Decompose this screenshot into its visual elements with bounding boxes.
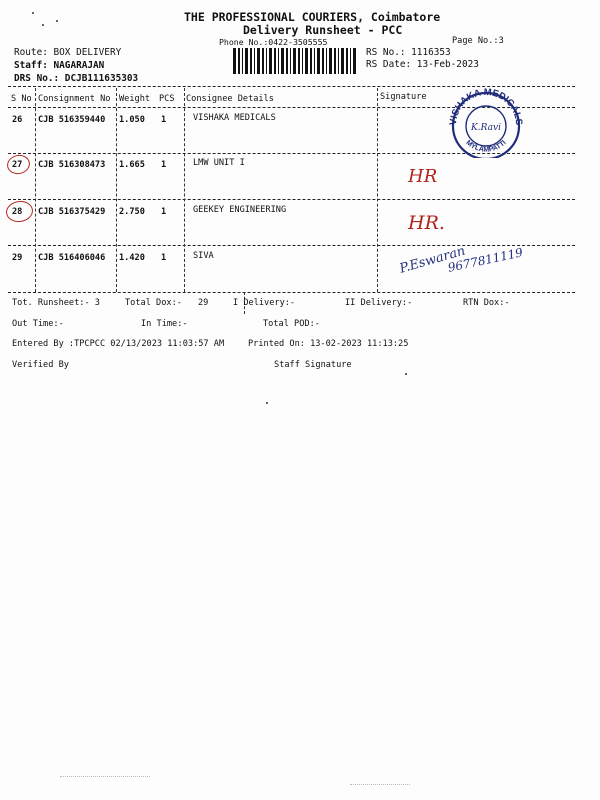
row-consignee: SIVA xyxy=(193,251,214,261)
phone-number: Phone No.:0422-3505555 xyxy=(219,37,328,47)
drs-number: DRS No.: DCJB111635303 xyxy=(14,73,139,84)
total-dox-value: 29 xyxy=(198,298,209,308)
barcode-bar xyxy=(262,48,264,74)
scan-speck xyxy=(405,373,407,375)
barcode-bar xyxy=(298,48,300,74)
barcode-bar xyxy=(286,48,288,74)
barcode-bar xyxy=(326,48,327,74)
barcode-bar xyxy=(290,48,291,74)
barcode-bar xyxy=(269,48,272,74)
barcode-bar xyxy=(302,48,303,74)
row-pcs: 1 xyxy=(161,160,167,170)
i-delivery: I Delivery:- xyxy=(233,298,296,308)
barcode-bar xyxy=(329,48,332,74)
company-title: THE PROFESSIONAL COURIERS, Coimbatore xyxy=(184,10,441,24)
row-consignee: GEEKEY ENGINEERING xyxy=(193,205,287,215)
scan-speck xyxy=(56,20,58,22)
barcode-bar xyxy=(346,48,348,74)
column-header-sno: S No xyxy=(11,94,32,104)
table-top-rule xyxy=(8,86,575,87)
in-time: In Time:- xyxy=(141,319,188,329)
column-divider xyxy=(377,88,378,292)
scan-noise xyxy=(60,776,150,778)
column-divider xyxy=(184,88,185,292)
handwritten-recipient-name: P.Eswaran xyxy=(397,243,468,277)
scan-speck xyxy=(266,402,268,404)
handwritten-circle-mark xyxy=(5,153,31,176)
barcode-bar xyxy=(257,48,260,74)
row-consignee: LMW UNIT I xyxy=(193,158,245,168)
row-separator xyxy=(8,199,575,200)
handwritten-initials: HR. xyxy=(408,212,445,234)
scan-speck xyxy=(42,24,44,26)
scan-noise xyxy=(350,784,410,786)
barcode-bar xyxy=(238,48,240,74)
row-weight: 2.750 xyxy=(119,207,145,217)
barcode-bar xyxy=(338,48,339,74)
total-dox-label: Total Dox:- xyxy=(125,298,182,308)
barcode-bar xyxy=(266,48,267,74)
total-pod: Total POD:- xyxy=(263,319,320,329)
barcode-bar xyxy=(322,48,324,74)
stamp-top-text: VISHAKA MEDICALS xyxy=(447,88,525,126)
barcode-bar xyxy=(278,48,279,74)
row-weight: 1.050 xyxy=(119,115,145,125)
row-consignee: VISHAKA MEDICALS xyxy=(193,113,276,123)
handwritten-initials: HR xyxy=(408,166,438,187)
ii-delivery: II Delivery:- xyxy=(345,298,413,308)
barcode-bar xyxy=(317,48,320,74)
barcode-bar xyxy=(334,48,336,74)
barcode-bar xyxy=(242,48,243,74)
row-consignment-no: CJB 516308473 xyxy=(38,160,106,170)
row-weight: 1.665 xyxy=(119,160,145,170)
staff-signature: Staff Signature xyxy=(274,360,352,370)
barcode-bar xyxy=(254,48,255,74)
out-time: Out Time:- xyxy=(12,319,64,329)
company-stamp xyxy=(446,88,526,158)
verified-by: Verified By xyxy=(12,360,69,370)
runsheet-title: Delivery Runsheet - PCC xyxy=(243,23,403,37)
row-sno: 26 xyxy=(12,115,23,125)
barcode-bar xyxy=(233,48,236,74)
entered-by: Entered By :TPCPCC 02/13/2023 11:03:57 AM xyxy=(12,339,225,349)
page-number: Page No.:3 xyxy=(452,36,504,46)
row-weight: 1.420 xyxy=(119,253,145,263)
barcode xyxy=(233,48,358,74)
barcode-bar xyxy=(350,48,351,74)
row-consignment-no: CJB 516406046 xyxy=(38,253,106,263)
barcode-bar xyxy=(250,48,252,74)
barcode-bar xyxy=(353,48,356,74)
row-pcs: 1 xyxy=(161,115,167,125)
column-header-consignment: Consignment No xyxy=(38,94,111,104)
barcode-bar xyxy=(314,48,315,74)
total-runsheet: Tot. Runsheet:- 3 xyxy=(12,298,100,308)
barcode-bar xyxy=(274,48,276,74)
column-header-signature: Signature xyxy=(380,92,427,102)
barcode-bar xyxy=(245,48,248,74)
row-consignment-no: CJB 516359440 xyxy=(38,115,106,125)
row-sno: 28 xyxy=(12,207,23,217)
row-consignment-no: CJB 516375429 xyxy=(38,207,106,217)
route-label: Route: BOX DELIVERY xyxy=(14,47,122,58)
row-pcs: 1 xyxy=(161,207,167,217)
row-pcs: 1 xyxy=(161,253,167,263)
column-header-consignee: Consignee Details xyxy=(186,94,274,104)
column-divider xyxy=(116,88,117,292)
stamp-initials: K.Ravi xyxy=(471,123,501,133)
rtn-dox: RTN Dox:- xyxy=(463,298,510,308)
barcode-bar xyxy=(341,48,344,74)
row-sno: 27 xyxy=(12,160,23,170)
barcode-bar xyxy=(293,48,296,74)
column-header-pcs: PCS xyxy=(159,94,175,104)
scan-speck xyxy=(32,12,34,14)
table-bottom-rule xyxy=(8,292,575,293)
rs-number: RS No.: 1116353 xyxy=(366,47,451,58)
column-divider xyxy=(35,88,36,292)
handwritten-circle-mark xyxy=(5,199,35,224)
column-header-weight: Weight xyxy=(119,94,151,104)
row-sno: 29 xyxy=(12,253,23,263)
row-separator xyxy=(8,245,575,246)
handwritten-phone-number: 9677811119 xyxy=(446,245,525,275)
rs-date: RS Date: 13-Feb-2023 xyxy=(366,59,479,70)
printed-on: Printed On: 13-02-2023 11:13:25 xyxy=(248,339,409,349)
barcode-bar xyxy=(310,48,312,74)
barcode-bar xyxy=(281,48,284,74)
stamp-bottom-text: MYLAMPATTI xyxy=(464,139,508,154)
staff-label: Staff: NAGARAJAN xyxy=(14,60,105,71)
barcode-bar xyxy=(305,48,308,74)
